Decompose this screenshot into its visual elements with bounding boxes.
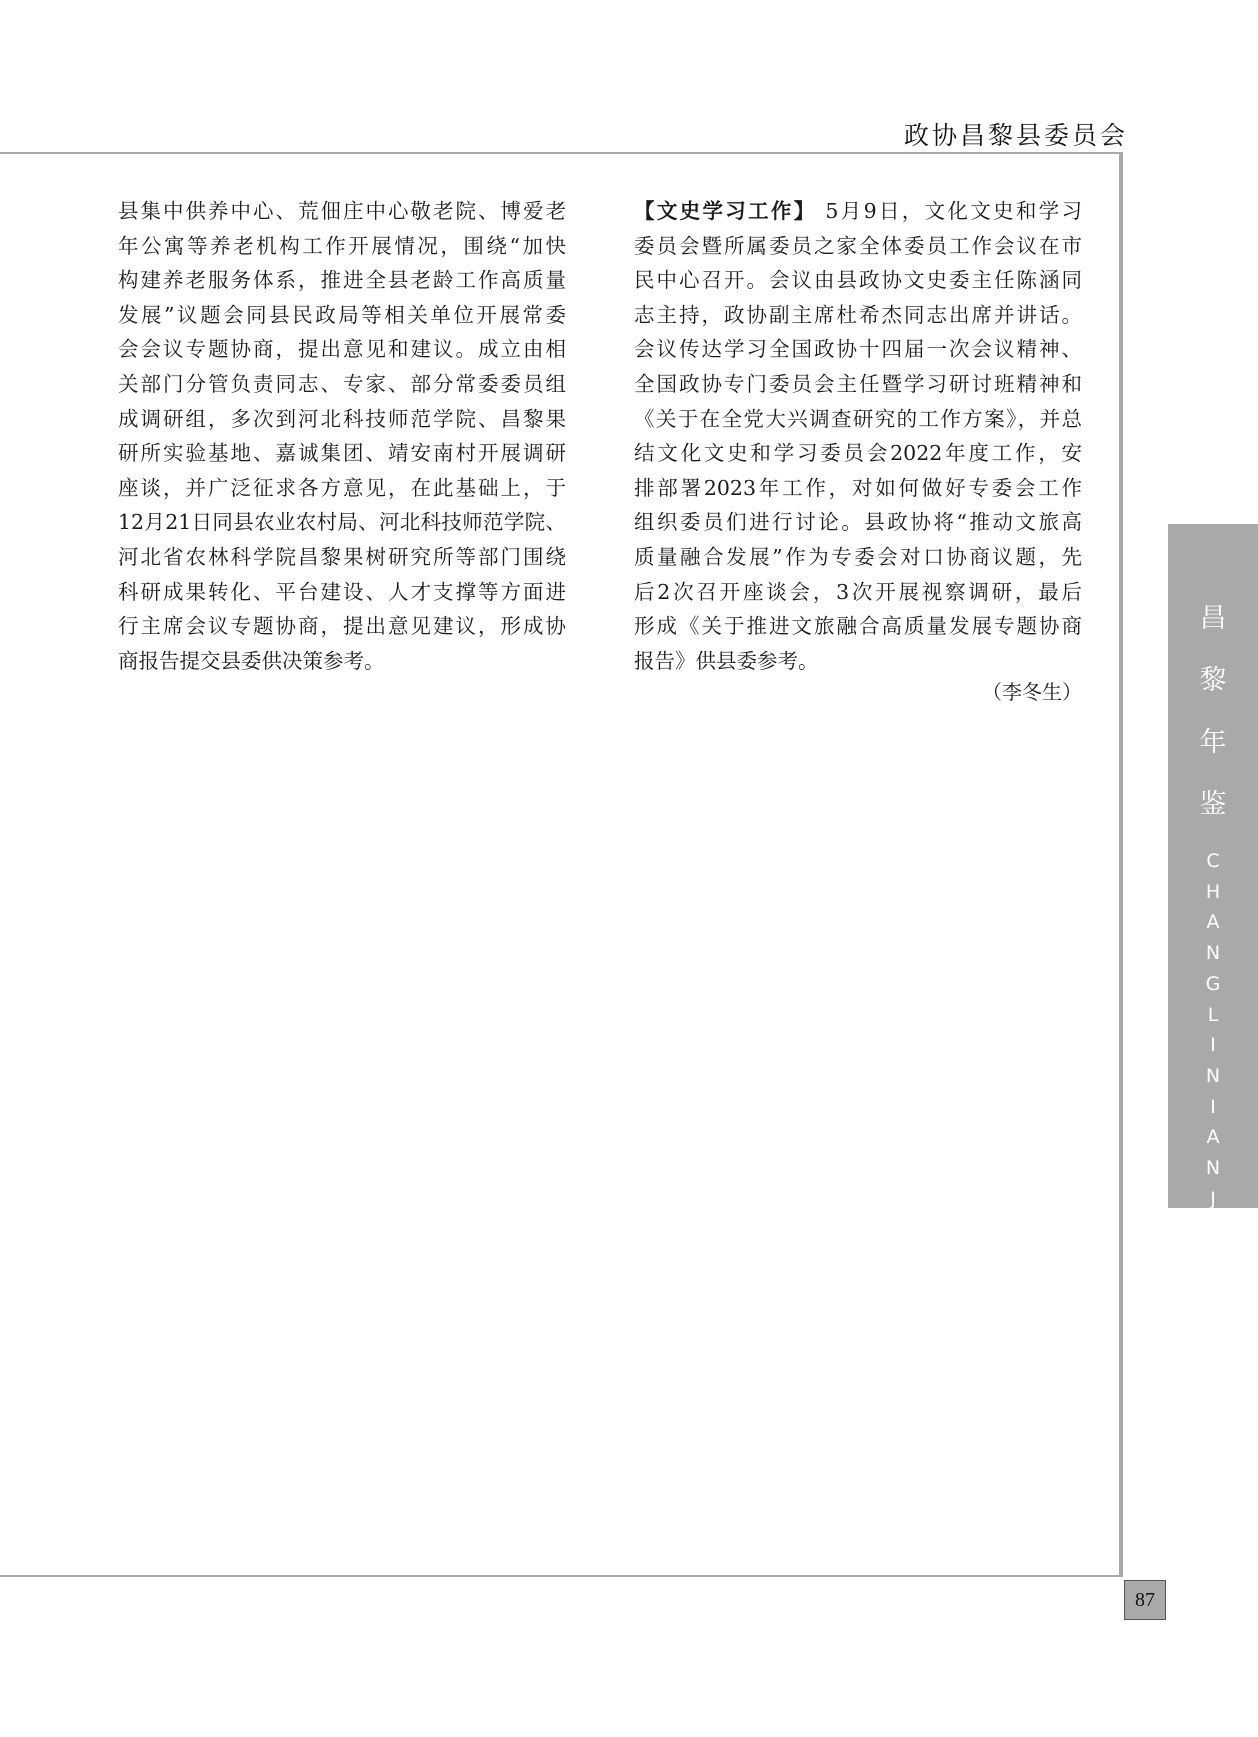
pinyin-letter: I [1210, 1218, 1216, 1241]
text-line: 后2次召开座谈会，3次开展视察调研，最后 [634, 579, 1082, 604]
side-tab-pinyin [1168, 846, 1258, 1307]
text-line: 志主持，政协副主席杜希杰同志出席并讲话。 [634, 302, 1082, 327]
text-line: 县集中供养中心、荒佃庄中心敬老院、博爱老 [118, 199, 566, 223]
pinyin-letter: G [1205, 972, 1221, 995]
yearbook-side-tab [1168, 524, 1258, 1302]
pinyin-letter: N [1205, 1279, 1221, 1302]
pinyin-letter: L [1207, 1003, 1219, 1026]
pinyin-letter: I [1210, 1034, 1216, 1057]
side-tab-char: 昌 [1199, 603, 1227, 634]
pinyin-letter: J [1210, 1187, 1216, 1210]
text-line: 《关于在全党大兴调查研究的工作方案》，并总 [634, 406, 1082, 431]
text-line: 座谈，并广泛征求各方意见，在此基础上，于 [118, 475, 566, 500]
pinyin-letter: I [1210, 1095, 1216, 1118]
text-line: 形成《关于推进文旅融合高质量发展专题协商 [634, 614, 1082, 639]
text-line: 全国政协专门委员会主任暨学习研讨班精神和 [634, 371, 1082, 396]
text-line: 结文化文史和学习委员会2022年度工作，安 [634, 441, 1082, 466]
pinyin-letter: A [1206, 1126, 1220, 1149]
side-tab-char: 黎 [1199, 665, 1227, 696]
text-line: 质量融合发展”作为专委会对口协商议题，先 [634, 544, 1082, 569]
text-line: 行主席会议专题协商，提出意见建议，形成协 [118, 614, 566, 639]
text-line: 会会议专题协商，提出意见和建议。成立由相 [118, 337, 566, 362]
pinyin-letter: C [1206, 850, 1220, 872]
text-line: 组织委员们进行讨论。县政协将“推动文旅高 [634, 510, 1082, 535]
pinyin-letter: N [1205, 942, 1221, 965]
text-line: 研所实验基地、嘉诚集团、靖安南村开展调研 [118, 441, 566, 466]
text-line: 发展”议题会同县民政局等相关单位开展常委 [118, 302, 566, 327]
text-line: 构建养老服务体系，推进全县老龄工作高质量 [118, 268, 566, 293]
text-line: 12月21日同县农业农村局、河北科技师范学院、 [118, 510, 566, 535]
side-tab-char: 鉴 [1199, 789, 1227, 820]
text-line: 会议传达学习全国政协十四届一次会议精神、 [634, 337, 1082, 362]
text-line: 商报告提交县委供决策参考。 [118, 648, 385, 673]
text-line: 河北省农林科学院昌黎果树研究所等部门围绕 [118, 544, 566, 569]
text-line: 报告》供县委参考。 [634, 648, 819, 673]
pinyin-letter: A [1206, 911, 1220, 934]
section-first-line [634, 194, 1082, 229]
author-credit: （李冬生） [982, 680, 1082, 704]
pinyin-letter: N [1205, 1157, 1221, 1180]
page-number: 87 [1124, 1580, 1166, 1620]
text-line: 委员会暨所属委员之家全体委员工作会议在市 [634, 233, 1082, 258]
section-heading: 【文史学习工作】 [634, 199, 817, 223]
pinyin-letter: H [1205, 880, 1221, 903]
right-text-column [634, 194, 1082, 678]
text-line-start: 5月9日，文化文史和学习 [816, 199, 1082, 223]
text-line: 成调研组，多次到河北科技师范学院、昌黎果 [118, 406, 566, 431]
pinyin-letter: A [1206, 1249, 1220, 1272]
pinyin-letter: N [1205, 1064, 1221, 1087]
text-line: 科研成果转化、平台建设、人才支撑等方面进 [118, 579, 566, 604]
text-line: 关部门分管负责同志、专家、部分常委委员组 [118, 371, 566, 396]
text-line: 民中心召开。会议由县政协文史委主任陈涵同 [634, 268, 1082, 293]
page-header-title: 政协昌黎县委员会 [903, 121, 1128, 150]
text-line: 年公寓等养老机构工作开展情况，围绕“加快 [118, 233, 566, 258]
side-tab-char: 年 [1199, 727, 1227, 758]
left-text-column [118, 194, 566, 678]
text-line: 排部署2023年工作，对如何做好专委会工作 [634, 475, 1082, 500]
